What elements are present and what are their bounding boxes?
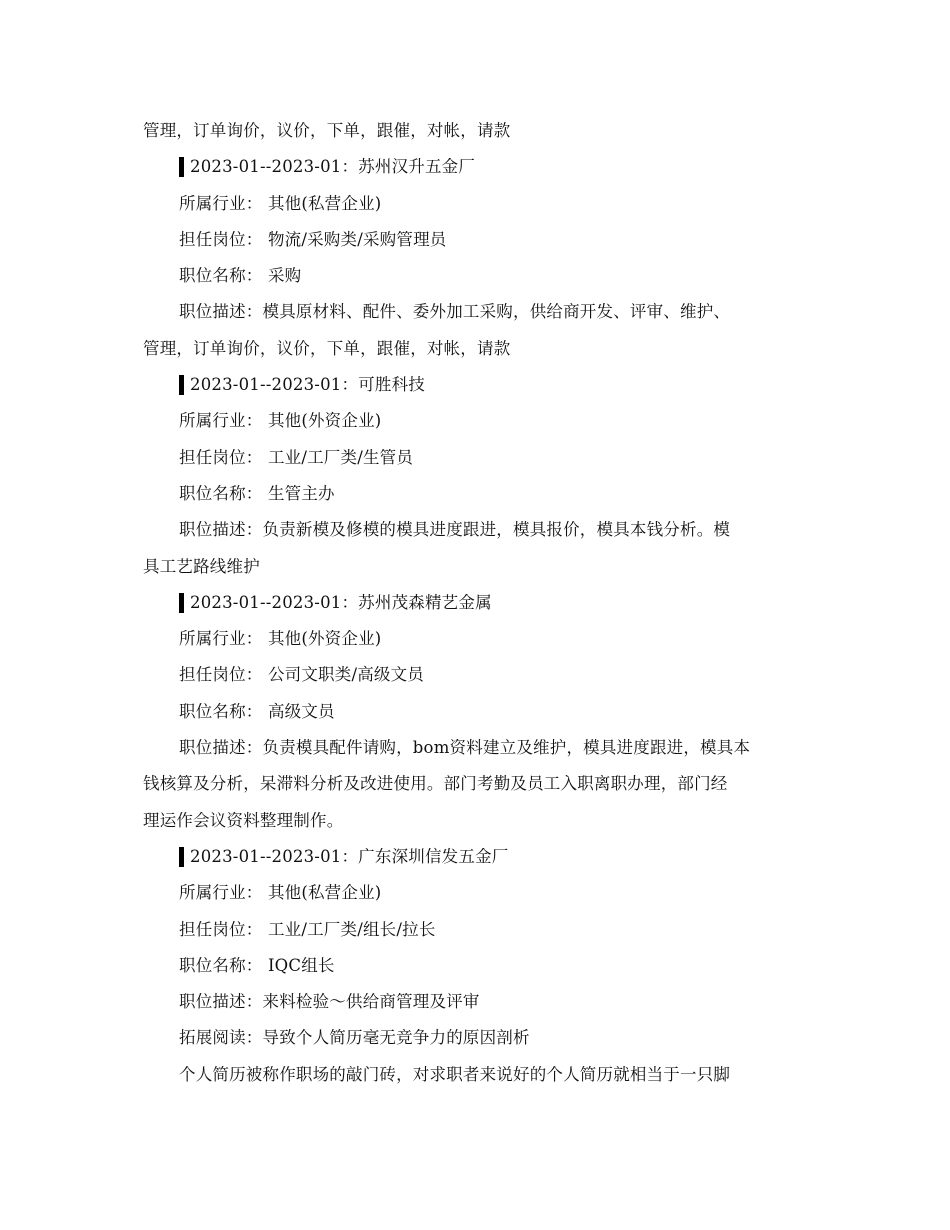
job-entry-heading: [143, 585, 813, 621]
position-line: 担任岗位： 公司文职类/高级文员: [179, 665, 425, 685]
description-line: 职位描述：来料检验～供给商管理及评审: [179, 992, 480, 1012]
description-continuation: 理运作会议资料整理制作。: [143, 810, 344, 830]
description-continuation: 钱核算及分析，呆滞料分析及改进使用。部门考勤及员工入职离职办理，部门经: [143, 774, 728, 794]
job-entry-title: 2023-01--2023-01：苏州汉升五金厂: [190, 157, 476, 177]
job-entry-title: 2023-01--2023-01：苏州茂森精艺金属: [190, 592, 492, 612]
heading-marker-icon: [179, 375, 184, 395]
position-line: 担任岗位： 物流/采购类/采购管理员: [179, 229, 447, 249]
description-line: 职位描述：负责新模及修模的模具进度跟进，模具报价，模具本钱分析。模: [179, 520, 731, 540]
job-entry-heading: [143, 839, 813, 875]
description-line: 职位描述：负责模具配件请购，bom资料建立及维护，模具进度跟进，模具本: [179, 738, 751, 758]
heading-marker-icon: [179, 847, 184, 867]
position-line: 担任岗位： 工业/工厂类/生管员: [179, 447, 414, 467]
description-continuation: 具工艺路线维护: [143, 556, 260, 576]
job-title-line: 职位名称： 采购: [179, 266, 302, 286]
paragraph-line: 个人简历被称作职场的敲门砖，对求职者来说好的个人简历就相当于一只脚: [179, 1064, 731, 1084]
job-title-line: 职位名称： IQC组长: [179, 955, 335, 975]
description-line: 职位描述：模具原材料、配件、委外加工采购，供给商开发、评审、维护、: [179, 302, 731, 322]
industry-line: 所属行业： 其他(私营企业): [179, 883, 382, 903]
job-entry-title: 2023-01--2023-01：可胜科技: [190, 375, 425, 395]
industry-line: 所属行业： 其他(外资企业): [179, 411, 382, 431]
text-line: 管理，订单询价，议价，下单，跟催，对帐，请款: [143, 121, 511, 140]
position-line: 担任岗位： 工业/工厂类/组长/拉长: [179, 919, 436, 939]
document-body: [143, 113, 813, 1093]
description-continuation: 管理，订单询价，议价，下单，跟催，对帐，请款: [143, 338, 511, 358]
industry-line: 所属行业： 其他(私营企业): [179, 193, 382, 213]
job-entry-title: 2023-01--2023-01：广东深圳信发五金厂: [190, 846, 509, 866]
job-entry-heading: [143, 367, 813, 403]
job-title-line: 职位名称： 生管主办: [179, 483, 335, 503]
heading-marker-icon: [179, 157, 184, 177]
heading-marker-icon: [179, 593, 184, 613]
extended-reading-title: 拓展阅读：导致个人简历毫无竞争力的原因剖析: [179, 1028, 530, 1048]
job-title-line: 职位名称： 高级文员: [179, 701, 335, 721]
industry-line: 所属行业： 其他(外资企业): [179, 629, 382, 649]
job-entry-heading: [143, 149, 813, 185]
